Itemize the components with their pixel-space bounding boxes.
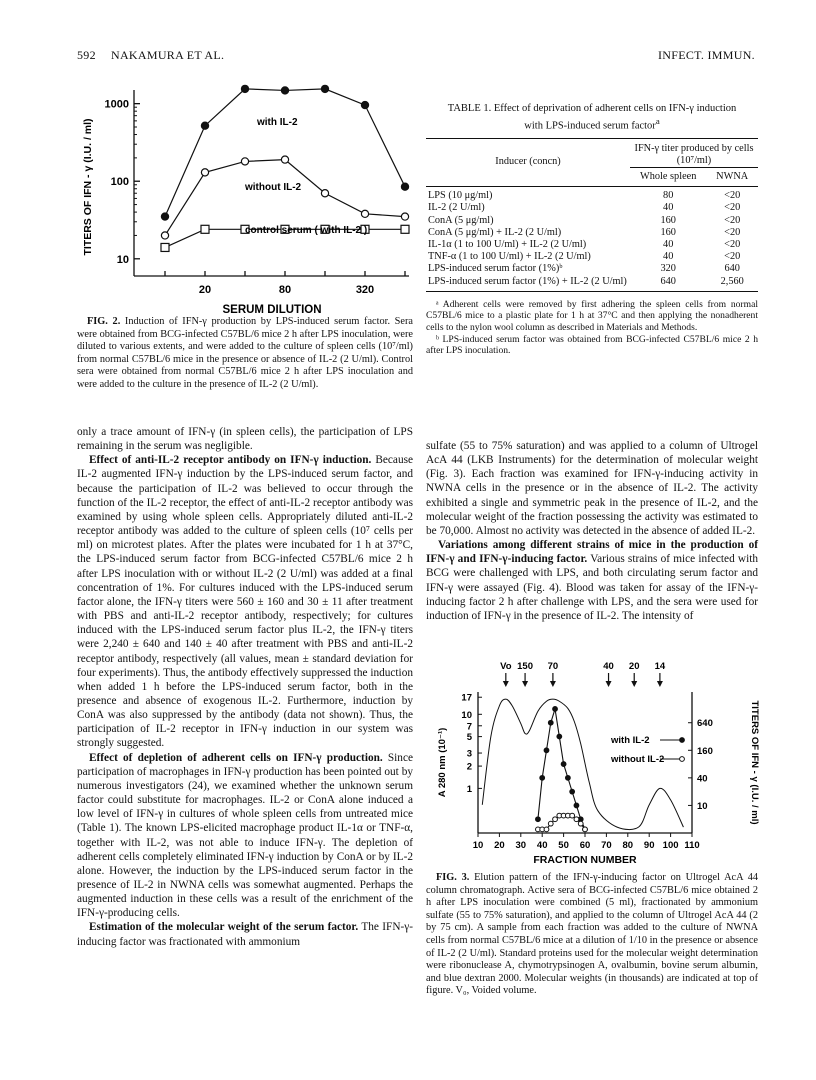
- figure-3-caption-text: Elution pattern of the IFN-γ-inducing factor on Ultrogel AcA 44 column chromatograph. Active sera of BCG-infected C57BL/6 mice obtained 2 h after LPS inoculation were combined (5 ml), fractionated by ammonium sulfate (55 to 75% saturation), and applied to the column of Ultrogel AcA 44 (2 by 75 cm). A sample from each fraction was added to the culture of NWNA cells from normal C57BL/6 mice at a dilution of 1/10 in the presence or absence of IL-2 (2 U/ml). Standard proteins used for the molecular weight determination were ribonuclease A, chymotrypsinogen A, ovalbumin, bovine serum albumin, and blue dextran 2000. Molecular weights (in thousands) are indicated at top of figure. V₀, Voided volume.: [426, 872, 758, 997]
- data-point: [574, 803, 579, 808]
- data-point: [401, 225, 409, 233]
- data-point: [401, 183, 408, 190]
- data-point: [361, 101, 368, 108]
- standard-marker-label: 40: [603, 661, 614, 672]
- data-point: [540, 775, 545, 780]
- cell-whole-spleen: 40: [663, 202, 674, 214]
- table-row: [426, 251, 758, 263]
- left-tick-label: 2: [466, 761, 472, 773]
- y-axis-title: TITERS OF IFN - γ (I.U. / ml): [82, 118, 94, 256]
- x-tick-label: 40: [536, 840, 548, 851]
- standard-marker-label: 150: [517, 661, 534, 672]
- footnote-a: ᵃ Adherent cells were removed by first adhering the spleen cells from normal C57BL/6 mice to a plastic plate for 1 h at 37°C and then applying the nonadherent cells to the nylon wool column as described in Materials and Methods.: [426, 298, 758, 333]
- data-point: [401, 213, 408, 220]
- cell-nwna: <20: [724, 238, 741, 250]
- table-row: [426, 215, 758, 227]
- standard-marker-label: 14: [654, 661, 666, 672]
- legend-label: without IL-2: [611, 754, 665, 765]
- standard-marker-label: 70: [547, 661, 559, 672]
- y-tick-label: 100: [110, 176, 129, 189]
- table-row: [426, 276, 758, 288]
- cell-whole-spleen: 160: [660, 214, 676, 226]
- table-row: [426, 190, 758, 202]
- table-row: [426, 202, 758, 214]
- x-tick-label: 320: [355, 284, 375, 296]
- table-footnotes: [426, 299, 758, 357]
- legend-marker: [680, 757, 685, 762]
- cell-whole-spleen: 80: [663, 190, 674, 202]
- paragraph-continued: only a trace amount of IFN-γ (in spleen cells), the participation of LPS remaining in the serum was negligible.: [77, 426, 413, 453]
- cell-inducer: IL-2 (2 U/ml): [428, 202, 485, 214]
- standard-marker-arrowhead: [550, 681, 556, 687]
- data-point: [570, 789, 575, 794]
- data-point: [161, 232, 168, 239]
- figure-2-caption-title: FIG. 2.: [87, 316, 121, 327]
- cell-nwna: <20: [724, 214, 741, 226]
- data-point: [565, 775, 570, 780]
- series-label: with IL-2: [257, 117, 298, 128]
- left-tick-label: 7: [466, 721, 472, 733]
- right-tick-label: 40: [697, 773, 708, 785]
- column-header-whole: Whole spleen: [640, 170, 697, 182]
- legend-marker: [680, 738, 685, 743]
- left-tick-label: 17: [461, 692, 472, 704]
- paragraph-molecular-weight: [77, 920, 413, 948]
- figure-2-caption: [77, 316, 413, 392]
- cell-inducer: LPS-induced serum factor (1%)ᵇ: [428, 263, 563, 275]
- data-point: [553, 817, 558, 822]
- data-point: [241, 85, 248, 92]
- figure-2-chart: [77, 82, 412, 320]
- data-point: [548, 720, 553, 725]
- cell-inducer: ConA (5 μg/ml) + IL-2 (2 U/ml): [428, 226, 562, 238]
- data-point: [161, 243, 169, 251]
- y-tick-label: 1000: [104, 98, 129, 111]
- figure-3-caption-title: FIG. 3.: [436, 872, 470, 883]
- left-tick-label: 5: [466, 732, 472, 744]
- x-tick-label: 60: [579, 840, 591, 851]
- cell-nwna: <20: [724, 226, 741, 238]
- section-heading: Effect of anti-IL-2 receptor antibody on IFN-γ induction.: [89, 454, 372, 467]
- section-heading: Effect of depletion of adherent cells on IFN-γ production.: [89, 751, 383, 764]
- x-tick-label: 20: [494, 840, 505, 851]
- right-tick-label: 10: [697, 800, 708, 812]
- data-point: [570, 813, 575, 818]
- data-point: [361, 210, 368, 217]
- data-point: [321, 85, 328, 92]
- running-authors: NAKAMURA ET AL.: [111, 48, 225, 62]
- section-heading: Variations among different strains of mice in the production of IFN-γ and IFN-γ-inducing factor.: [426, 539, 758, 566]
- x-axis-title: SERUM DILUTION: [222, 304, 322, 316]
- data-point: [241, 158, 248, 165]
- cell-inducer: LPS (10 μg/ml): [428, 190, 493, 202]
- cell-nwna: <20: [724, 190, 741, 202]
- data-point: [583, 827, 588, 832]
- table-row: [426, 227, 758, 239]
- standard-marker-arrowhead: [522, 681, 528, 687]
- paragraph-text: Since participation of macrophages in IFN-γ production has been pointed out by numerous investigators (24), we examined whether the unknown serum factor could substitute for macrophages. IL-2 or ConA alone induced a low level of IFN-γ in cultures of whole spleen cells from untreated mice (Table 1). The known LPS-elicited macrophage product IL-1α or TNF-α, together with IL-2, was not able to induce IFN-γ. The depletion of adherent cells completely eliminated IFN-γ induction by ConA or by IL-2 alone. However, the induction by the LPS-induced serum factor in the presence of IL-2 in NWNA cells was somewhat augmented. Perhaps the augmented induction in these cells was a result of the enrichment of the IFN-γ-producing cells.: [77, 751, 413, 920]
- data-point: [578, 821, 583, 826]
- cell-nwna: <20: [724, 251, 741, 263]
- cell-whole-spleen: 640: [660, 275, 676, 287]
- paragraph-text: Because IL-2 augmented IFN-γ induction by the LPS-induced serum factor, and because the participation of IL-2 was believed to occur through the function of the IL-2 receptor, the effect of anti-IL-2 receptor antibody was examined by using whole spleen cells. Appropriately diluted anti-IL-2 receptor antibody was added to the culture of spleen cells (10⁷ cells per ml) on microtest plates. After the plates were incubated for 1 h at 37°C, the LPS-induced serum factor from BCG-infected C57BL/6 mice 2 h after LPS inoculation with or without IL-2 (2 U/ml) was added at a final concentration of 1%. For cultures induced with the LPS-induced serum factor alone, the IFN-γ titers were 560 ± 160 and 30 ± 11 after treatment with PBS and anti-IL-2 receptor antibody, respectively; for cultures induced with the LPS-induced serum factor plus IL-2, the IFN-γ titers were 2,240 ± 640 and 140 ± 40 after treatment with PBS and anti-IL-2 receptor antibody, respectively (all values, mean ± standard deviation for four experiments). Thus, the antibody effectively suppressed the induction when added 1 h before the LPS-induced serum factor, both in the presence and absence of exogenous IL-2. Furthermore, induction by ConA was also suppressed by the antibody (data not shown). Thus, the participation of IL-2 receptor in IFN-γ induction in our system was strongly suggested.: [77, 454, 413, 750]
- series-line: [165, 89, 405, 217]
- x-tick-label: 110: [684, 840, 700, 851]
- figure-3-chart: [426, 656, 762, 872]
- table-body: [426, 139, 758, 292]
- cell-inducer: TNF-α (1 to 100 U/ml) + IL-2 (2 U/ml): [428, 251, 591, 263]
- data-point: [201, 169, 208, 176]
- column-header-group: IFN-γ titer produced by cells (10⁷/ml): [630, 139, 758, 168]
- cell-whole-spleen: 320: [660, 263, 676, 275]
- left-column-text: [77, 425, 413, 949]
- legend-label: with IL-2: [611, 735, 650, 746]
- standard-marker-label: 20: [628, 661, 640, 672]
- paragraph-continued: sulfate (55 to 75% saturation) and was applied to a column of Ultrogel AcA 44 (LKB Instruments) for the determination of molecular weight (Fig. 3). Each fraction was examined for IFN-γ-inducing activity in NWNA cells in the presence or in the absence of IL-2. The activity exhibited a single and symmetric peak in the presence of IL-2, and the molecular weight of the fraction possessing the activity was estimated to be 70,000. Almost no activity was detected in the absence of added IL-2.: [426, 440, 758, 537]
- table-row: [426, 263, 758, 275]
- data-point: [161, 213, 168, 220]
- cell-inducer: ConA (5 μg/ml): [428, 214, 494, 226]
- series-label: control serum ( with IL-2 ): [245, 225, 368, 236]
- paragraph-anti-il2: [77, 453, 413, 750]
- right-tick-label: 160: [697, 745, 713, 757]
- right-column-text: [426, 439, 758, 623]
- data-point: [321, 190, 328, 197]
- data-point: [281, 156, 288, 163]
- column-header-inducer: Inducer (concn): [495, 156, 561, 168]
- cell-inducer: LPS-induced serum factor (1%) + IL-2 (2 U/ml): [428, 275, 627, 287]
- left-tick-label: 1: [466, 783, 472, 795]
- paragraph-adherent-cells: [77, 751, 413, 921]
- right-tick-label: 640: [697, 718, 713, 730]
- data-point: [561, 762, 566, 767]
- figure-3-caption: [426, 872, 758, 998]
- x-tick-label: 70: [601, 840, 612, 851]
- data-point: [574, 817, 579, 822]
- cell-nwna: <20: [724, 202, 741, 214]
- x-tick-label: 20: [198, 284, 212, 296]
- x-tick-label: 50: [558, 840, 569, 851]
- standard-marker-arrowhead: [606, 681, 612, 687]
- x-tick-label: 80: [622, 840, 634, 851]
- left-tick-label: 10: [461, 709, 472, 721]
- x-tick-label: 10: [472, 840, 484, 851]
- right-axis-title: TITERS OF IFN - γ (I.U. / ml): [749, 700, 760, 825]
- standard-marker-arrowhead: [657, 681, 663, 687]
- series-label: without IL-2: [245, 182, 302, 193]
- page-number: 592: [77, 48, 96, 62]
- table-1: [426, 102, 758, 357]
- x-axis-title: FRACTION NUMBER: [533, 854, 637, 866]
- left-tick-label: 3: [466, 748, 472, 760]
- standard-marker-arrowhead: [503, 681, 509, 687]
- standard-marker-arrowhead: [631, 681, 637, 687]
- data-point: [544, 827, 549, 832]
- data-point: [548, 821, 553, 826]
- data-point: [201, 122, 208, 129]
- section-heading: Estimation of the molecular weight of the serum factor.: [89, 921, 359, 934]
- cell-whole-spleen: 40: [663, 238, 674, 250]
- data-point: [281, 87, 288, 94]
- cell-whole-spleen: 160: [660, 226, 676, 238]
- x-tick-label: 90: [643, 840, 655, 851]
- cell-inducer: IL-1α (1 to 100 U/ml) + IL-2 (2 U/ml): [428, 238, 587, 250]
- x-tick-label: 80: [278, 284, 292, 296]
- data-point: [201, 225, 209, 233]
- data-point: [544, 748, 549, 753]
- running-journal: INFECT. IMMUN.: [658, 48, 755, 62]
- x-tick-label: 30: [515, 840, 527, 851]
- y-tick-label: 10: [116, 253, 129, 266]
- paragraph-text: The IFN-γ-inducing factor was fractionated with ammonium: [77, 921, 413, 948]
- x-tick-label: 100: [662, 840, 679, 851]
- left-axis-title: A 280 nm (10⁻¹): [437, 727, 448, 798]
- data-point: [553, 707, 558, 712]
- table-row: [426, 239, 758, 251]
- footnote-b: ᵇ LPS-induced serum factor was obtained from BCG-infected C57BL/6 mice 2 h after LPS inoculation.: [426, 333, 758, 357]
- table-title: TABLE 1. Effect of deprivation of adherent cells on IFN-γ induction with LPS-induced serum factor$^a$: [447, 103, 737, 132]
- data-point: [557, 734, 562, 739]
- paragraph-strain-variation: [426, 538, 758, 623]
- paragraph-text: Various strains of mice infected with BCG were challenged with LPS, and both circulating serum factor and IFN-γ were assayed (Fig. 4). Blood was taken for assay of the IFN-γ-inducing factor 2 h after challenge with LPS, and the sera were used for induction of IFN-γ in the presence of IL-2. The intensity of: [426, 553, 758, 622]
- cell-nwna: 2,560: [720, 275, 744, 287]
- cell-whole-spleen: 40: [663, 251, 674, 263]
- series-line: [538, 709, 585, 829]
- standard-marker-label: Vo: [500, 661, 512, 672]
- figure-2-caption-text: Induction of IFN-γ production by LPS-induced serum factor. Sera were obtained from BCG-infected C57BL/6 mice 2 h after LPS inoculation, were diluted to various extents, and were added to the culture of spleen cells (10⁷/ml) from normal C57BL/6 mice in the presence or absence of IL-2 (2 U/ml). Control sera were obtained from normal C57BL/6 mice 2 h after LPS inoculation and were added to the culture in the presence of IL-2 (2 U/ml).: [77, 316, 413, 390]
- column-header-nwna: NWNA: [716, 170, 749, 182]
- data-point: [536, 817, 541, 822]
- cell-nwna: 640: [724, 263, 740, 275]
